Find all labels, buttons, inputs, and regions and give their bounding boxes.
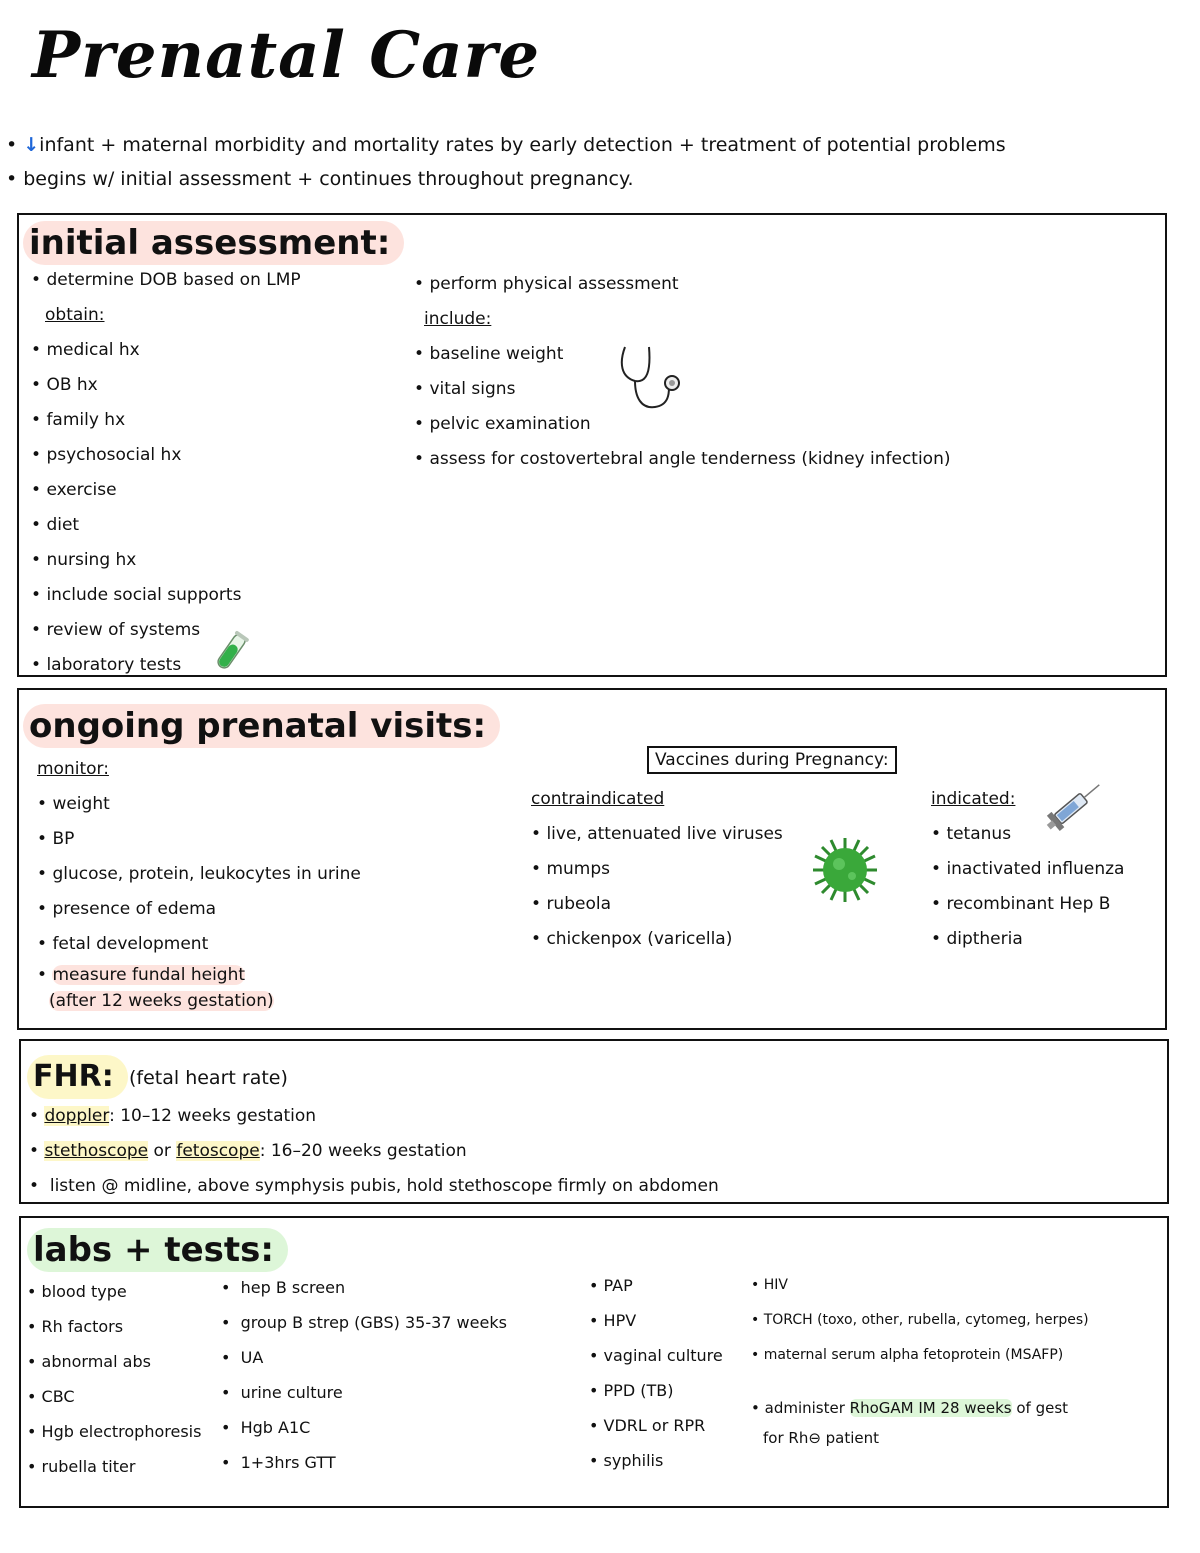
- list-item: • rubeola: [531, 894, 611, 914]
- stethoscope-label: stethoscope: [44, 1141, 149, 1161]
- list-item: • perform physical assessment: [414, 274, 679, 294]
- list-item: • family hx: [31, 410, 126, 430]
- list-item: • group B strep (GBS) 35-37 weeks: [221, 1313, 507, 1332]
- list-item: • blood type: [27, 1282, 127, 1301]
- fundal-height-note: (after 12 weeks gestation): [49, 991, 274, 1011]
- intro-text-2: begins w/ initial assessment + continues throughout pregnancy.: [23, 168, 634, 190]
- list-item: • UA: [221, 1348, 264, 1367]
- item-text: laboratory tests: [46, 655, 182, 675]
- rhogam-item-line2: for Rh⊖ patient: [763, 1429, 880, 1447]
- item-text: Rh factors: [41, 1317, 124, 1336]
- item-text: VDRL or RPR: [603, 1416, 706, 1435]
- initial-assessment-box: [17, 213, 1167, 677]
- list-item: • HIV: [751, 1277, 788, 1293]
- item-text: group B strep (GBS) 35-37 weeks: [240, 1313, 507, 1332]
- item-text: rubeola: [546, 894, 611, 914]
- list-item: • PPD (TB): [589, 1381, 674, 1400]
- list-item: • PAP: [589, 1276, 633, 1295]
- contraindicated-label: contraindicated: [531, 789, 665, 809]
- list-item: • doppler: 10–12 weeks gestation: [29, 1106, 317, 1126]
- list-item: • BP: [37, 829, 75, 849]
- list-item: • TORCH (toxo, other, rubella, cytomeg, herpes): [751, 1312, 1089, 1328]
- item-text: weight: [52, 794, 110, 814]
- item-text: abnormal abs: [41, 1352, 151, 1371]
- labs-tests-title: labs + tests:: [27, 1228, 288, 1272]
- labs-tests-box: [19, 1216, 1169, 1508]
- rhogam-item: • administer RhoGAM IM 28 weeks of gest: [751, 1399, 1069, 1417]
- initial-assessment-title: initial assessment:: [23, 221, 404, 265]
- list-item: • presence of edema: [37, 899, 217, 919]
- list-item: • diptheria: [931, 929, 1023, 949]
- list-item: • recombinant Hep B: [931, 894, 1111, 914]
- list-item-continued: [37, 988, 361, 1014]
- list-item: • rubella titer: [27, 1457, 136, 1476]
- stethoscope-icon: [617, 343, 687, 413]
- list-item: • baseline weight: [414, 344, 564, 364]
- list-item: • review of systems: [31, 620, 201, 640]
- dob-text: determine DOB based on LMP: [46, 270, 301, 290]
- list-item: • abnormal abs: [27, 1352, 151, 1371]
- list-item: • Rh factors: [27, 1317, 124, 1336]
- listen-text: listen @ midline, above symphysis pubis, hold stethoscope firmly on abdomen: [49, 1176, 719, 1196]
- item-text: assess for costovertebral angle tenderness (kidney infection): [429, 449, 951, 469]
- obtain-label: obtain:: [45, 305, 105, 325]
- syringe-icon: [1039, 774, 1109, 838]
- rhogam-highlight: RhoGAM IM 28 weeks: [849, 1399, 1012, 1417]
- contraindicated-column: [531, 782, 783, 957]
- list-item: • live, attenuated live viruses: [531, 824, 783, 844]
- labs-column-4: [751, 1268, 1089, 1453]
- list-item: • chickenpox (varicella): [531, 929, 733, 949]
- rhogam-pre: administer: [764, 1399, 850, 1417]
- item-text: HIV: [763, 1277, 788, 1293]
- fhr-list: [29, 1099, 719, 1204]
- item-text: exercise: [46, 480, 117, 500]
- item-text: blood type: [41, 1282, 127, 1301]
- list-item: • laboratory tests: [31, 655, 182, 675]
- item-text: Hgb electrophoresis: [41, 1422, 202, 1441]
- list-item: • weight: [37, 794, 110, 814]
- labs-column-2: [221, 1270, 507, 1480]
- fhr-box: [19, 1039, 1169, 1204]
- list-item: • Hgb A1C: [221, 1418, 311, 1437]
- item-text: Hgb A1C: [240, 1418, 311, 1437]
- list-item: • 1+3hrs GTT: [221, 1453, 336, 1472]
- item-text: vital signs: [429, 379, 516, 399]
- list-item: • mumps: [531, 859, 610, 879]
- list-item: • listen @ midline, above symphysis pubis, hold stethoscope firmly on abdomen: [29, 1176, 719, 1196]
- list-item: • OB hx: [31, 375, 98, 395]
- doppler-label: doppler: [44, 1106, 110, 1126]
- item-text: UA: [240, 1348, 264, 1367]
- item-text: tetanus: [946, 824, 1012, 844]
- item-text: hep B screen: [240, 1278, 346, 1297]
- intro-bullet-1: • ↓infant + maternal morbidity and mortality rates by early detection + treatment of potential problems: [6, 134, 1006, 156]
- item-text: recombinant Hep B: [946, 894, 1111, 914]
- list-item-spacer: [751, 1373, 1089, 1393]
- item-text: BP: [52, 829, 75, 849]
- item-text: review of systems: [46, 620, 201, 640]
- list-item: • vital signs: [414, 379, 516, 399]
- list-item: • syphilis: [589, 1451, 664, 1470]
- list-item: • VDRL or RPR: [589, 1416, 706, 1435]
- list-item: • urine culture: [221, 1383, 343, 1402]
- item-text: psychosocial hx: [46, 445, 182, 465]
- item-text: nursing hx: [46, 550, 137, 570]
- list-item: • pelvic examination: [414, 414, 591, 434]
- item-text: HPV: [603, 1311, 637, 1330]
- item-text: 1+3hrs GTT: [240, 1453, 336, 1472]
- virus-icon: [811, 836, 879, 904]
- doppler-text: : 10–12 weeks gestation: [109, 1106, 317, 1126]
- intro-text-1: infant + maternal morbidity and mortality rates by early detection + treatment of potential problems: [39, 134, 1006, 156]
- list-item: • measure fundal height: [37, 965, 246, 985]
- or-text: or: [148, 1141, 177, 1161]
- item-text: family hx: [46, 410, 126, 430]
- labs-column-3: [589, 1268, 723, 1478]
- list-item: • determine DOB based on LMP: [31, 270, 301, 290]
- list-item: • glucose, protein, leukocytes in urine: [37, 864, 361, 884]
- list-item: • medical hx: [31, 340, 140, 360]
- ongoing-visits-title: ongoing prenatal visits:: [23, 704, 500, 748]
- initial-left-column: [31, 263, 301, 683]
- item-text: inactivated influenza: [946, 859, 1125, 879]
- item-text: CBC: [41, 1387, 75, 1406]
- fhr-subtitle: (fetal heart rate): [129, 1067, 288, 1089]
- item-text: pelvic examination: [429, 414, 591, 434]
- list-item: • vaginal culture: [589, 1346, 723, 1365]
- monitor-column: [37, 752, 361, 1014]
- indicated-label: indicated:: [931, 789, 1016, 809]
- item-text: OB hx: [46, 375, 98, 395]
- intro-bullets: [6, 128, 1006, 196]
- item-text: vaginal culture: [603, 1346, 723, 1365]
- arrow-down-icon: ↓: [23, 134, 40, 156]
- list-item: • maternal serum alpha fetoprotein (MSAFP): [751, 1347, 1064, 1363]
- list-item: • hep B screen: [221, 1278, 346, 1297]
- list-item: • Hgb electrophoresis: [27, 1422, 202, 1441]
- fetoscope-text: : 16–20 weeks gestation: [259, 1141, 467, 1161]
- item-text: medical hx: [46, 340, 140, 360]
- vaccines-title-box: Vaccines during Pregnancy:: [647, 746, 897, 774]
- fetoscope-label: fetoscope: [176, 1141, 260, 1161]
- item-text: glucose, protein, leukocytes in urine: [52, 864, 361, 884]
- list-item: • stethoscope or fetoscope: 16–20 weeks gestation: [29, 1141, 467, 1161]
- item-text: urine culture: [240, 1383, 343, 1402]
- list-item: • inactivated influenza: [931, 859, 1125, 879]
- list-item: • include social supports: [31, 585, 242, 605]
- include-label: include:: [424, 309, 492, 329]
- item-text: syphilis: [603, 1451, 664, 1470]
- list-item: • fetal development: [37, 934, 209, 954]
- list-item: • tetanus: [931, 824, 1012, 844]
- fundal-height-text: measure fundal height: [52, 965, 246, 985]
- list-item: • CBC: [27, 1387, 75, 1406]
- intro-bullet-2: • begins w/ initial assessment + continues throughout pregnancy.: [6, 168, 634, 190]
- item-text: PAP: [603, 1276, 633, 1295]
- list-item: • exercise: [31, 480, 117, 500]
- item-text: maternal serum alpha fetoprotein (MSAFP): [763, 1347, 1064, 1363]
- list-item: • HPV: [589, 1311, 637, 1330]
- list-item: • nursing hx: [31, 550, 137, 570]
- item-text: rubella titer: [41, 1457, 136, 1476]
- monitor-label: monitor:: [37, 759, 109, 779]
- item-text: baseline weight: [429, 344, 564, 364]
- item-text: live, attenuated live viruses: [546, 824, 783, 844]
- list-item: • diet: [31, 515, 80, 535]
- item-text: presence of edema: [52, 899, 217, 919]
- item-text: perform physical assessment: [429, 274, 679, 294]
- item-text: PPD (TB): [603, 1381, 674, 1400]
- test-tube-icon: [209, 630, 253, 674]
- labs-column-1: [27, 1274, 201, 1484]
- item-text: diptheria: [946, 929, 1023, 949]
- item-text: include social supports: [46, 585, 242, 605]
- item-text: fetal development: [52, 934, 209, 954]
- ongoing-visits-box: [17, 688, 1167, 1030]
- item-text: chickenpox (varicella): [546, 929, 733, 949]
- list-item: • psychosocial hx: [31, 445, 182, 465]
- rhogam-post: of gest: [1011, 1399, 1069, 1417]
- page-title: Prenatal Care: [32, 18, 541, 93]
- fhr-title: FHR:: [27, 1055, 128, 1099]
- item-text: diet: [46, 515, 80, 535]
- list-item: • assess for costovertebral angle tenderness (kidney infection): [414, 449, 951, 469]
- item-text: TORCH (toxo, other, rubella, cytomeg, herpes): [763, 1312, 1089, 1328]
- item-text: mumps: [546, 859, 610, 879]
